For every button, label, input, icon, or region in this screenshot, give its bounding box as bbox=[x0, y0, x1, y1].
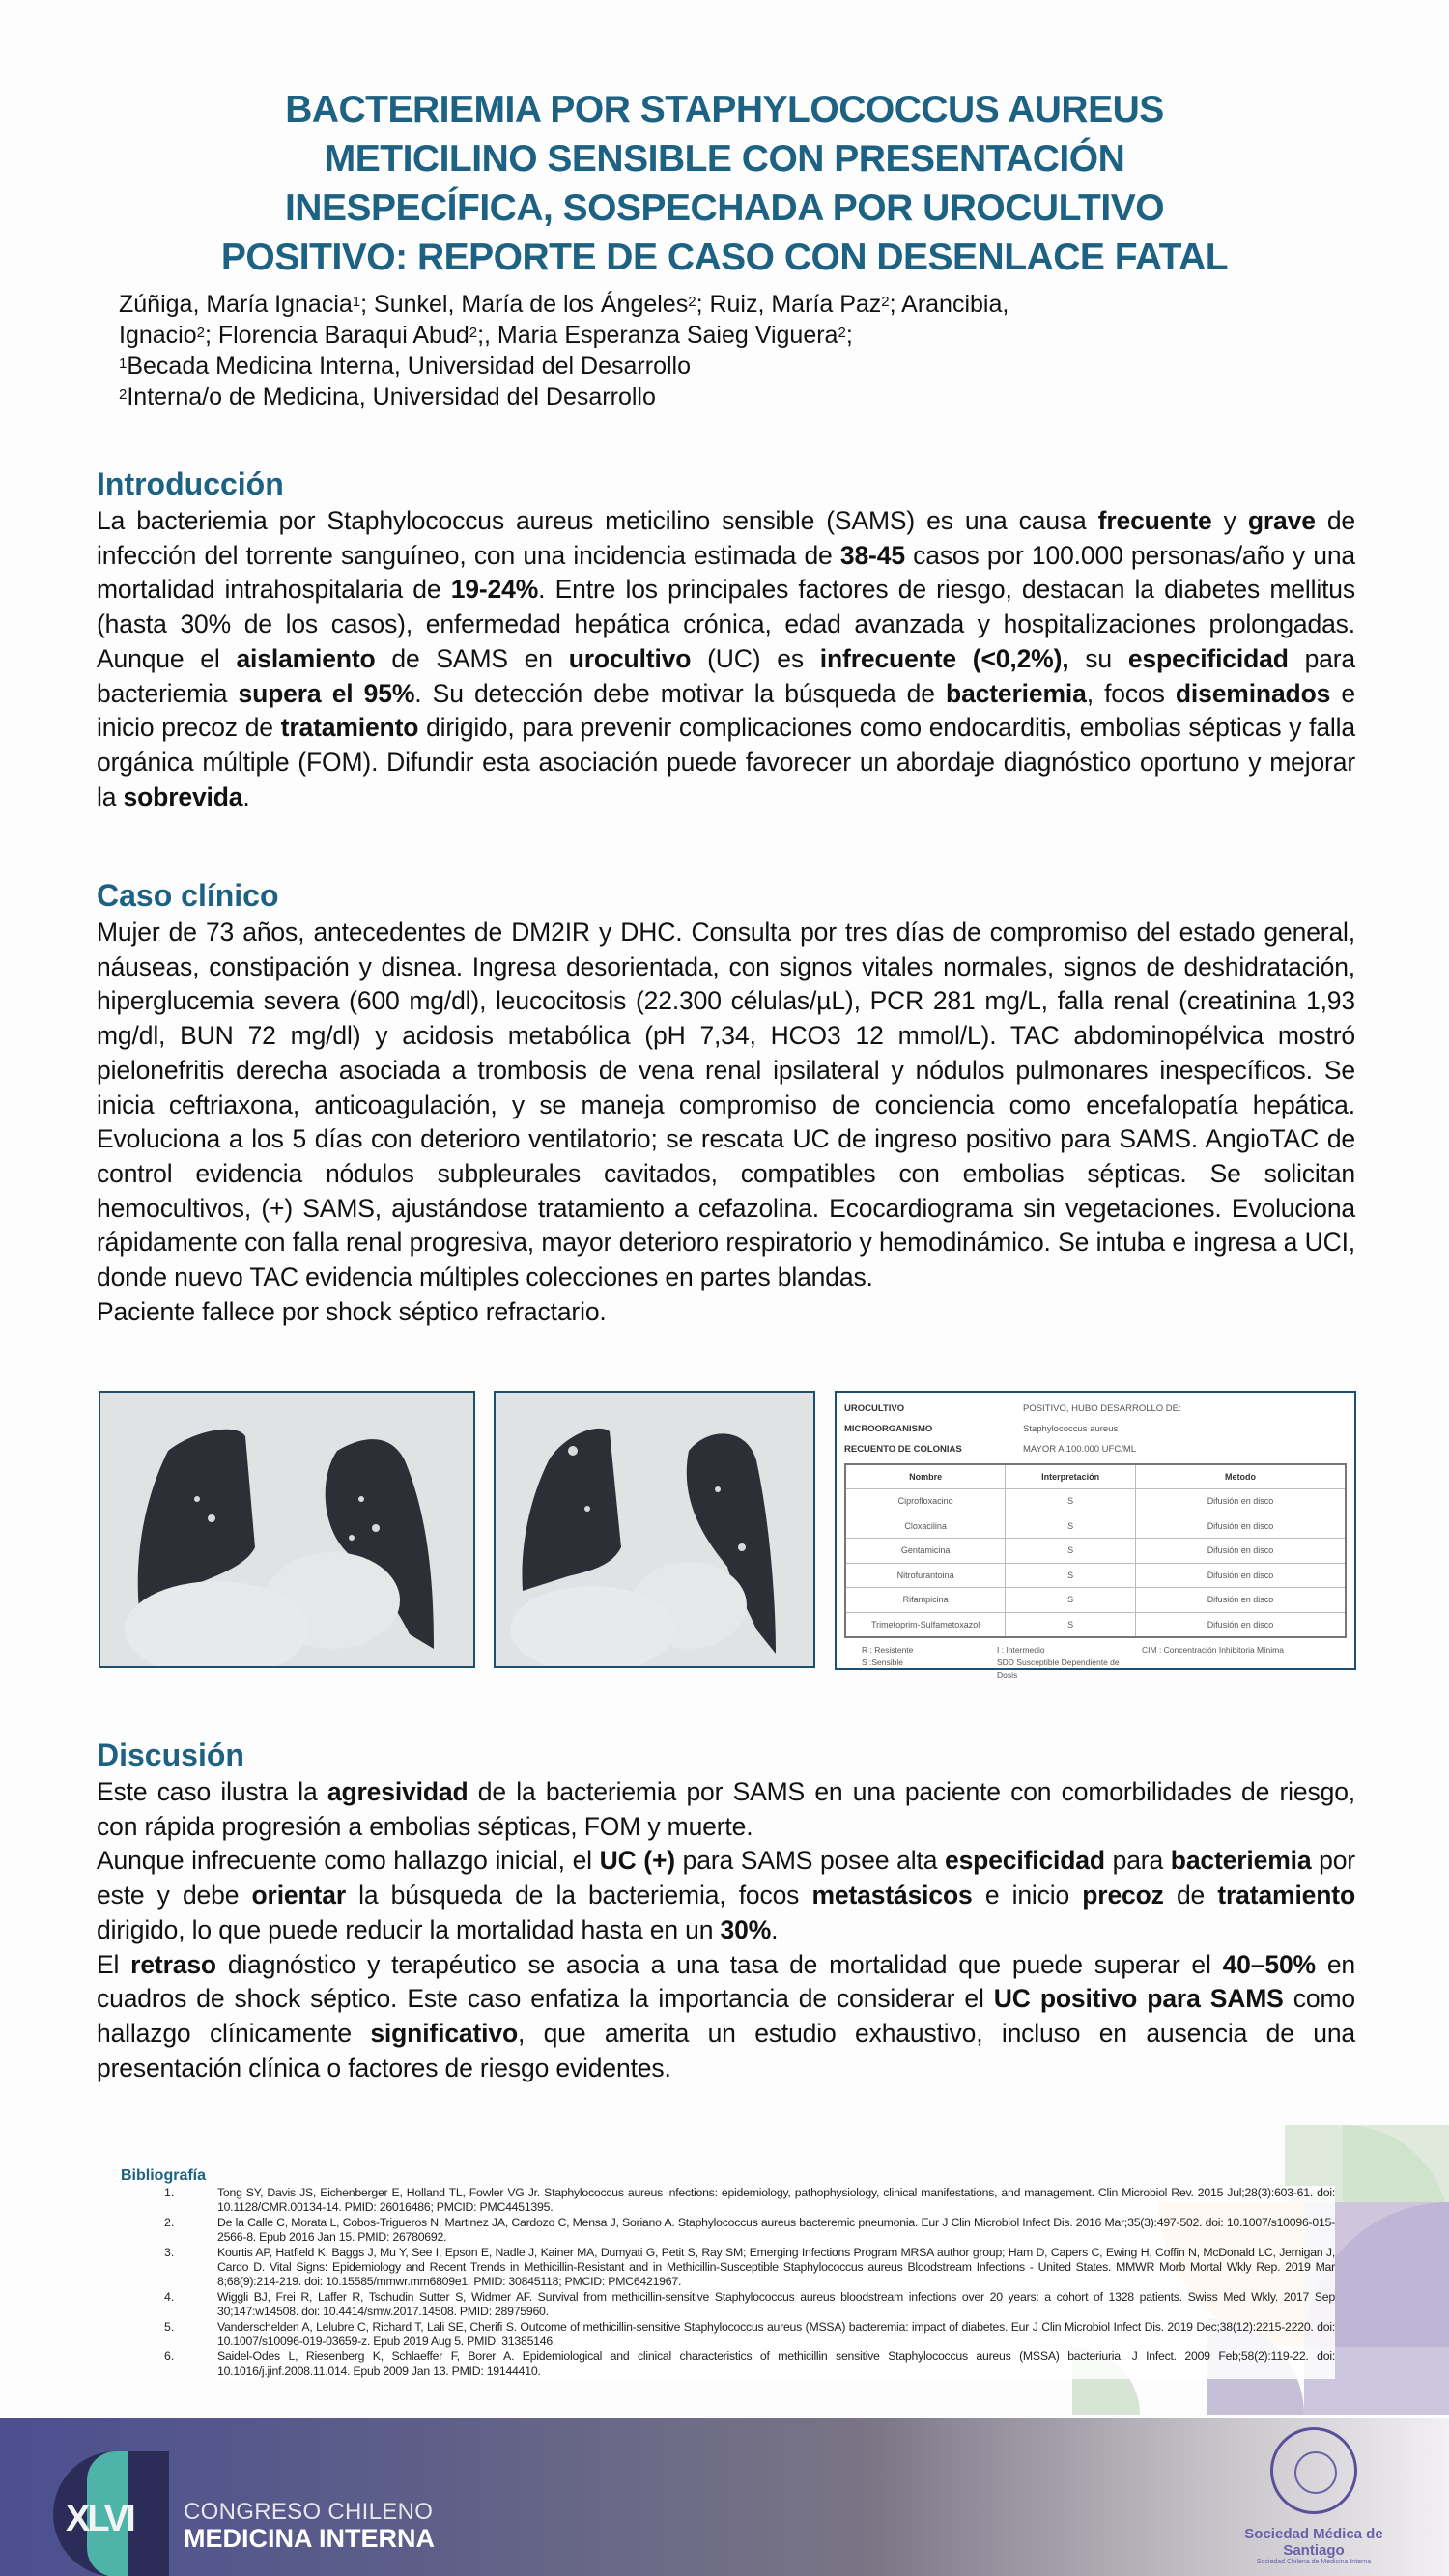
table-row bbox=[845, 1514, 1346, 1539]
antibiotic-name: Trimetoprim-Sulfametoxazol bbox=[845, 1612, 1006, 1637]
antibiotic-name: Cloxacilina bbox=[845, 1514, 1006, 1539]
reference-number: 5. bbox=[164, 2319, 175, 2334]
reference-number: 3. bbox=[164, 2245, 175, 2259]
antibiotic-name: Ciprofloxacino bbox=[845, 1489, 1006, 1514]
figures-row bbox=[97, 1391, 1357, 1680]
affiliation-1 bbox=[119, 351, 1259, 382]
affiliation-2 bbox=[119, 382, 1259, 412]
interpretation: S bbox=[1006, 1588, 1136, 1613]
report-value: Staphylococcus aureus bbox=[1023, 1424, 1119, 1434]
affiliation-mark: 2 bbox=[881, 294, 890, 310]
title-line: BACTERIEMIA POR STAPHYLOCOCCUS AUREUS bbox=[285, 89, 1164, 130]
author: ; Ruiz, María Paz bbox=[696, 291, 882, 318]
poster-title bbox=[97, 85, 1352, 282]
reference-list bbox=[121, 2186, 1335, 2379]
interpretation: S bbox=[1006, 1514, 1136, 1539]
reference-item bbox=[121, 2216, 1335, 2246]
ct-lungs-icon bbox=[100, 1393, 475, 1668]
authors-line-2 bbox=[119, 320, 1259, 351]
antibiotic-name: Nitrofurantoina bbox=[845, 1563, 1006, 1588]
congress-name-line1: CONGRESO CHILENO bbox=[184, 2499, 434, 2525]
society-logo bbox=[1217, 2427, 1410, 2572]
interpretation: S bbox=[1006, 1539, 1136, 1564]
affiliation-mark: 1 bbox=[352, 294, 361, 310]
affiliation-mark: 2 bbox=[688, 294, 696, 310]
author: ; Florencia Baraqui Abud bbox=[204, 322, 469, 349]
reference-item bbox=[121, 2246, 1335, 2290]
interpretation: S bbox=[1006, 1563, 1136, 1588]
reference-text: Wiggli BJ, Frei R, Laffer R, Tschudin Sutter S, Widmer AF. Survival from methicillin-sensitive Staphylococcus aureus bloodstream infections over 20 years: a cohort of 1328 patients. Swiss Med Wkly. 2017 Sep 30;147:w14508. doi: 10.4414/smw.2017.14508. PMID: 28975960. bbox=[217, 2289, 1335, 2319]
legend-item: CIM : Concentración Inhibitoria Mínima bbox=[1142, 1644, 1284, 1655]
table-header-row bbox=[845, 1464, 1346, 1489]
affiliation-mark: 2 bbox=[196, 325, 205, 341]
column-header: Nombre bbox=[845, 1464, 1006, 1489]
column-header: Interpretación bbox=[1006, 1464, 1136, 1489]
authors-block bbox=[119, 289, 1259, 412]
reference-text: De la Calle C, Morata L, Cobos-Trigueros N, Martinez JA, Cardozo C, Mensa J, Soriano A. Staphylococcus aureus bacteremic pneumonia. Eur J Clin Microbiol Infect Dis. 2016 Mar;35(3):497-502. doi: 10.1007/s10096-015-2566-8. Epub 2016 Jan 15. PMID: 26780692. bbox=[217, 2215, 1335, 2245]
title-line: METICILINO SENSIBLE CON PRESENTACIÓN bbox=[324, 138, 1125, 180]
reference-item bbox=[121, 2349, 1335, 2379]
footer-banner bbox=[0, 2418, 1449, 2576]
affiliation-mark: 2 bbox=[119, 386, 128, 403]
author: Ignacio bbox=[119, 322, 197, 349]
antibiotic-name: Rifampicina bbox=[845, 1588, 1006, 1613]
legend-item: S :Sensible bbox=[862, 1656, 903, 1667]
report-value: POSITIVO, HUBO DESARROLLO DE: bbox=[1023, 1403, 1181, 1414]
ct-scan-image-1 bbox=[99, 1391, 475, 1668]
section-discusion bbox=[97, 1737, 1355, 2085]
section-body: La bacteriemia por Staphylococcus aureus meticilino sensible (SAMS) es una causa frecuente y grave de infección del torrente sanguíneo, con una incidencia estimada de 38-45 casos por 100.000 personas/año y una mortalidad intrahospitalaria de 19-24%. Entre los principales factores de riesgo, destacan la diabetes mellitus (hasta 30% de los casos), enfermedad hepática crónica, edad avanzada y hospitalizaciones prolongadas. Aunque el aislamiento de SAMS en urocultivo (UC) es infrecuente (<0,2%), su especificidad para bacteriemia supera el 95%. Su detección debe motivar la búsqueda de bacteriemia, focos diseminados e inicio precoz de tratamiento dirigido, para prevenir complicaciones como endocarditis, embolias sépticas y falla orgánica múltiple (FOM). Difundir esta asociación puede favorecer un abordaje diagnóstico oportuno y mejorar la sobrevida. bbox=[97, 506, 1356, 811]
congress-number: XLVI bbox=[66, 2499, 133, 2539]
method: Difusión en disco bbox=[1135, 1514, 1346, 1539]
affiliation-text: Becada Medicina Interna, Universidad del Desarrollo bbox=[127, 353, 691, 380]
method: Difusión en disco bbox=[1135, 1489, 1346, 1514]
section-body: Mujer de 73 años, antecedentes de DM2IR y DHC. Consulta por tres días de compromiso del estado general, náuseas, constipación y disnea. Ingresa desorientada, con signos vitales normales, signos de deshidratación, hiperglucemia severa (600 mg/dl), leucocitosis (22.300 células/µL), PCR 281 mg/L, falla renal (creatinina 1,93 mg/dl, BUN 72 mg/dl) y acidosis metabólica (pH 7,34, HCO3 12 mmol/L). TAC abdominopélvica mostró pielonefritis derecha asociada a trombosis de vena renal ipsilateral y nódulos pulmonares inespecíficos. Se inicia ceftriaxona, anticoagulación, y se maneja compromiso de conciencia como encefalopatía hepática. Evoluciona a los 5 días con deterioro ventilatorio; se rescata UC de ingreso positivo para SAMS. AngioTAC de control evidencia nódulos subpleurales cavitados, compatibles con embolias sépticas. Se solicitan hemocultivos, (+) SAMS, ajustándose tratamiento a cefazolina. Ecocardiograma sin vegetaciones. Evoluciona rápidamente con falla renal progresiva, mayor deterioro respiratorio y hemodinámico. Se intuba e ingresa a UCI, donde nuevo TAC evidencia múltiples colecciones en partes blandas. bbox=[97, 918, 1355, 1292]
urocultivo-header bbox=[844, 1399, 1347, 1459]
interpretation: S bbox=[1006, 1612, 1136, 1637]
congress-name-line2: MEDICINA INTERNA bbox=[184, 2524, 435, 2553]
interpretation: S bbox=[1006, 1489, 1136, 1514]
section-heading: Introducción bbox=[97, 467, 284, 501]
section-body: Este caso ilustra la agresividad de la bacteriemia por SAMS en una paciente con comorbilidades de riesgo, con rápida progresión a embolias sépticas, FOM y muerte. bbox=[97, 1777, 1355, 1841]
authors-line-1 bbox=[119, 289, 1259, 320]
legend-item: SDD Susceptible Dependiente de Dosis bbox=[997, 1656, 1120, 1680]
reference-text: Saidel-Odes L, Riesenberg K, Schlaeffer F, Borer A. Epidemiological and clinical characteristics of methicillin sensitive Staphylococcus aureus (MSSA) bacteriuria. J Infect. 2009 Feb;58(2):119-22. doi: 10.1016/j.jinf.2008.11.014. Epub 2009 Jan 13. PMID: 19144410. bbox=[217, 2349, 1335, 2378]
reference-item bbox=[121, 2186, 1335, 2216]
bibliography bbox=[121, 2166, 1335, 2379]
reference-text: Tong SY, Davis JS, Eichenberger E, Holland TL, Fowler VG Jr. Staphylococcus aureus infections: epidemiology, pathophysiology, clinical manifestations, and management. Clin Microbiol Rev. 2015 Jul;28(3):603-61. doi: 10.1128/CMR.00134-14. PMID: 26016486; PMCID: PMC4451395. bbox=[217, 2186, 1335, 2215]
legend-item: I : Intermedio bbox=[997, 1644, 1045, 1655]
bibliography-heading: Bibliografía bbox=[121, 2167, 207, 2184]
table-row bbox=[845, 1588, 1346, 1613]
urocultivo-report bbox=[835, 1391, 1356, 1680]
section-heading: Caso clínico bbox=[97, 878, 279, 913]
affiliation-mark: 1 bbox=[119, 355, 128, 372]
ct-scan-image-2 bbox=[494, 1391, 815, 1668]
table-row bbox=[845, 1563, 1346, 1588]
affiliation-mark: 2 bbox=[838, 325, 846, 341]
section-heading: Discusión bbox=[97, 1738, 244, 1772]
report-value: MAYOR A 100.000 UFC/ML bbox=[1023, 1444, 1137, 1455]
author: Zúñiga, María Ignacia bbox=[119, 291, 353, 318]
title-line: INESPECÍFICA, SOSPECHADA POR UROCULTIVO bbox=[284, 187, 1165, 229]
antibiotic-name: Gentamicina bbox=[845, 1539, 1006, 1564]
ct-lungs-icon bbox=[496, 1393, 815, 1668]
table-row bbox=[845, 1612, 1346, 1637]
section-body-outcome: Paciente fallece por shock séptico refractario. bbox=[97, 1296, 607, 1326]
reference-item bbox=[121, 2290, 1335, 2320]
reference-number: 2. bbox=[164, 2215, 175, 2229]
antibiogram-table bbox=[844, 1463, 1347, 1638]
society-subtitle: Sociedad Chilena de Medicina Interna bbox=[1256, 2559, 1372, 2565]
method: Difusión en disco bbox=[1135, 1563, 1346, 1588]
antibiogram-legend bbox=[844, 1644, 1347, 1682]
reference-text: Vanderschelden A, Lelubre C, Richard T, Lali SE, Cherifi S. Outcome of methicillin-sensitive Staphylococcus aureus (MSSA) bacteremia: impact of diabetes. Eur J Clin Microbiol Infect Dis. 2019 Dec;38(12):2215-2220. doi: 10.1007/s10096-019-03659-z. Epub 2019 Aug 5. PMID: 31385146. bbox=[217, 2319, 1335, 2349]
society-seal-icon bbox=[1270, 2427, 1357, 2514]
society-name: Sociedad Médica de Santiago bbox=[1244, 2526, 1383, 2559]
reference-number: 1. bbox=[164, 2186, 175, 2199]
author-separator: ; bbox=[845, 322, 853, 349]
title-line: POSITIVO: REPORTE DE CASO CON DESENLACE FATAL bbox=[220, 237, 1229, 278]
legend-item: R : Resistente bbox=[862, 1644, 914, 1655]
report-key: MICROORGANISMO bbox=[844, 1424, 933, 1434]
section-introduccion bbox=[97, 466, 1355, 814]
report-key: UROCULTIVO bbox=[844, 1403, 905, 1414]
method: Difusión en disco bbox=[1135, 1539, 1346, 1564]
section-caso-clinico bbox=[97, 877, 1355, 1329]
author: ; Arancibia, bbox=[889, 291, 1009, 318]
section-body: El retraso diagnóstico y terapéutico se asocia a una tasa de mortalidad que puede superar el 40–50% en cuadros de shock séptico. Este caso enfatiza la importancia de considerar el UC positivo para SAMS como hallazgo clínicamente significativo, que amerita un estudio exhaustivo, incluso en ausencia de una presentación clínica o factores de riesgo evidentes. bbox=[97, 1949, 1356, 2082]
table-row bbox=[845, 1539, 1346, 1564]
table-row bbox=[845, 1489, 1346, 1514]
reference-text: Kourtis AP, Hatfield K, Baggs J, Mu Y, See I, Epson E, Nadle J, Kainer MA, Dumyati G, Petit S, Ray SM; Emerging Infections Program MRSA author group; Ham D, Capers C, Ewing H, Coffin N, McDonald LC, Jernigan J, Cardo D. Vital Signs: Epidemiology and Recent Trends in Methicillin-Resistant and in Methicillin-Susceptible Staphylococcus aureus Bloodstream Infections - United States. MMWR Morb Mortal Wkly Rep. 2019 Mar 8;68(9):214-219. doi: 10.15585/mmwr.mm6809e1. PMID: 30845118; PMCID: PMC6421967. bbox=[217, 2245, 1335, 2289]
method: Difusión en disco bbox=[1135, 1612, 1346, 1637]
affiliation-mark: 2 bbox=[469, 325, 478, 341]
method: Difusión en disco bbox=[1135, 1588, 1346, 1613]
author: ; Sunkel, María de los Ángeles bbox=[360, 291, 689, 318]
author: ;, Maria Esperanza Saieg Viguera bbox=[477, 322, 838, 349]
section-body: Aunque infrecuente como hallazgo inicial, el UC (+) para SAMS posee alta especificidad para bacteriemia por este y debe orientar la búsqueda de la bacteriemia, focos metastásicos e inicio precoz de tratamiento dirigido, lo que puede reducir la mortalidad hasta en un 30%. bbox=[97, 1846, 1355, 1944]
affiliation-text: Interna/o de Medicina, Universidad del Desarrollo bbox=[127, 383, 656, 410]
reference-item bbox=[121, 2320, 1335, 2350]
reference-number: 6. bbox=[164, 2349, 175, 2364]
column-header: Metodo bbox=[1135, 1464, 1346, 1489]
report-key: RECUENTO DE COLONIAS bbox=[844, 1444, 962, 1455]
reference-number: 4. bbox=[164, 2289, 175, 2304]
